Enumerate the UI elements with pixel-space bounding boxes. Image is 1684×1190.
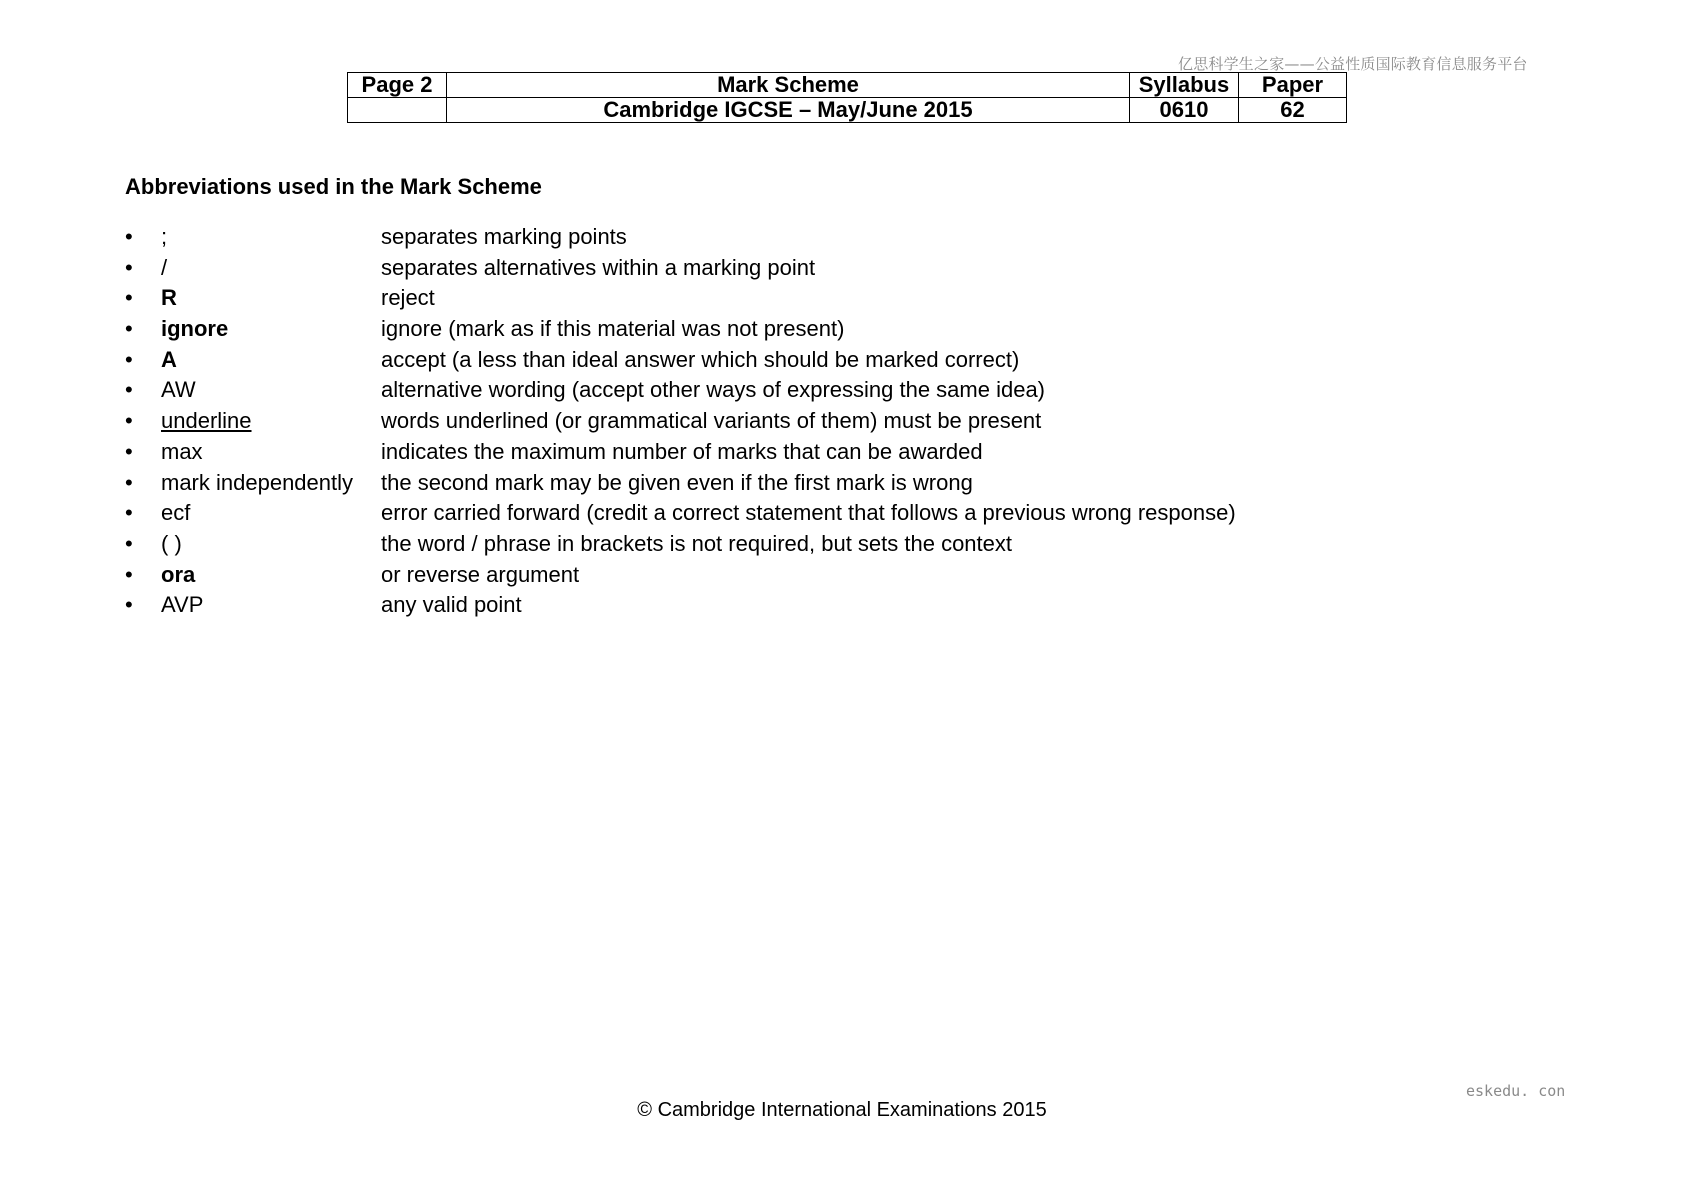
empty-cell <box>348 98 447 123</box>
header-table <box>347 72 1347 123</box>
watermark-bottom-text: eskedu. con <box>1466 1082 1566 1100</box>
abbreviation-term: ; <box>161 224 168 249</box>
bullet-icon: • <box>125 530 133 556</box>
bullet-icon: • <box>125 408 133 434</box>
header-row-2 <box>348 98 1347 123</box>
bullet-icon: • <box>125 285 133 311</box>
abbreviation-description: error carried forward (credit a correct statement that follows a previous wrong response) <box>381 500 1236 526</box>
bullet-icon: • <box>125 254 133 280</box>
bullet-icon: • <box>125 346 133 372</box>
header-row-1 <box>348 73 1347 98</box>
abbreviation-term: ( ) <box>161 530 182 556</box>
abbreviation-term: AVP <box>161 592 204 618</box>
page-number-cell: Page 2 <box>348 73 447 98</box>
syllabus-label-cell: Syllabus <box>1130 73 1239 98</box>
abbreviation-term: A <box>161 346 177 372</box>
bullet-icon: • <box>125 438 133 464</box>
abbreviation-description: any valid point <box>381 592 522 618</box>
abbreviation-description: ignore (mark as if this material was not present) <box>381 316 845 342</box>
abbreviation-term: ora <box>161 561 196 587</box>
abbreviation-term: R <box>161 285 177 311</box>
abbreviation-description: separates alternatives within a marking point <box>381 254 816 280</box>
abbreviation-description: indicates the maximum number of marks that can be awarded <box>381 438 983 464</box>
abbreviation-term: / <box>161 254 168 280</box>
abbreviation-description: words underlined (or grammatical variants of them) must be present <box>381 408 1042 434</box>
abbreviation-description: or reverse argument <box>381 561 580 587</box>
watermark-top-text: 亿思科学生之家——公益性质国际教育信息服务平台 <box>1178 55 1528 73</box>
abbreviation-description: the word / phrase in brackets is not required, but sets the context <box>381 530 1013 556</box>
bullet-icon: • <box>125 469 133 495</box>
abbreviation-description: accept (a less than ideal answer which should be marked correct) <box>381 346 1020 372</box>
abbreviation-term: underline <box>161 408 252 434</box>
bullet-icon: • <box>125 316 133 342</box>
paper-number-cell: 62 <box>1239 98 1347 123</box>
abbreviation-description: reject <box>381 285 435 311</box>
abbreviation-term: ignore <box>161 316 229 342</box>
section-title: Abbreviations used in the Mark Scheme <box>125 174 542 199</box>
copyright-footer: © Cambridge International Examinations 2015 <box>637 1099 1047 1121</box>
syllabus-code-cell: 0610 <box>1130 98 1239 123</box>
bullet-icon: • <box>125 592 133 618</box>
abbreviation-term: AW <box>161 377 196 403</box>
abbreviation-description: the second mark may be given even if the first mark is wrong <box>381 469 973 495</box>
abbreviation-term: mark independently <box>161 469 354 495</box>
bullet-icon: • <box>125 224 133 249</box>
bullet-icon: • <box>125 500 133 526</box>
abbreviation-description: alternative wording (accept other ways of expressing the same idea) <box>381 377 1046 403</box>
abbreviation-term: max <box>161 438 203 464</box>
abbreviation-term: ecf <box>161 500 191 526</box>
abbreviation-description: separates marking points <box>381 224 627 249</box>
bullet-icon: • <box>125 377 133 403</box>
paper-label-cell: Paper <box>1239 73 1347 98</box>
exam-name-cell: Cambridge IGCSE – May/June 2015 <box>447 98 1130 123</box>
document-title-cell: Mark Scheme <box>447 73 1130 98</box>
bullet-icon: • <box>125 561 133 587</box>
